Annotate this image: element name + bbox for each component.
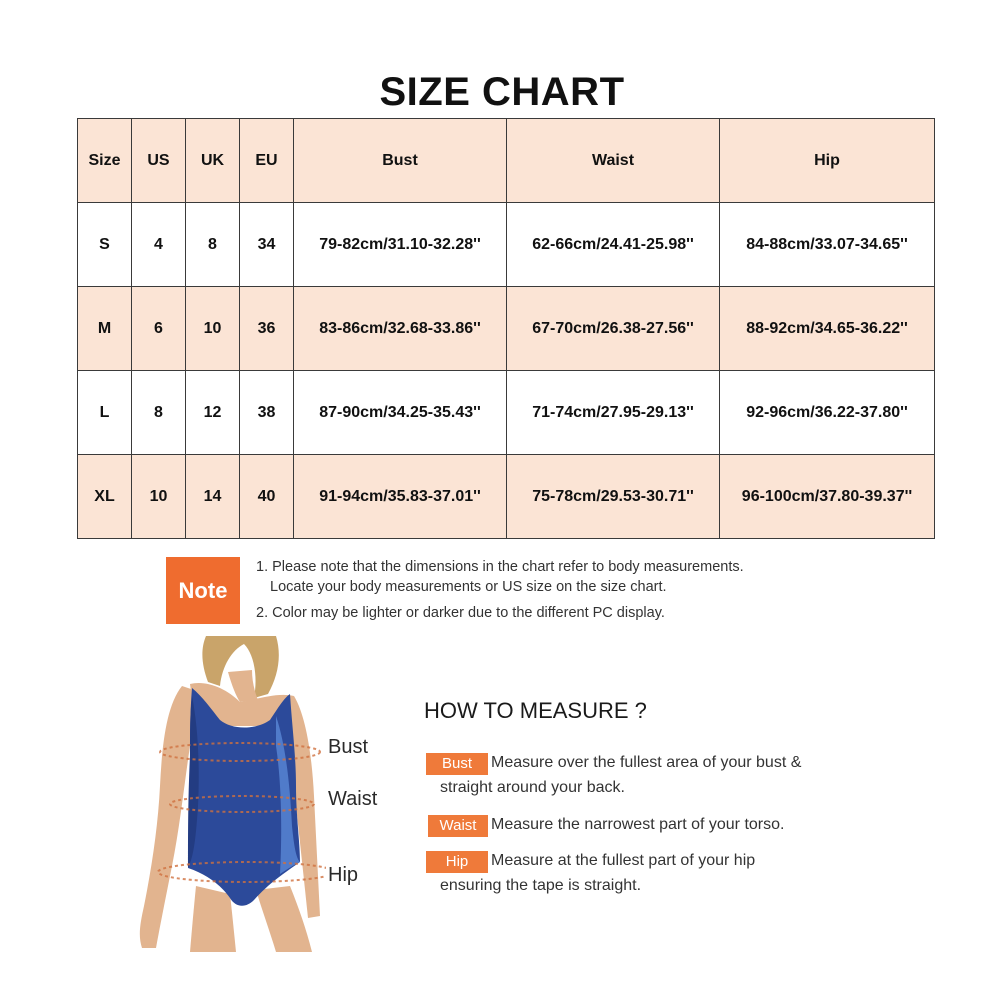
note-section	[166, 557, 816, 627]
note-line-3: 2. Color may be lighter or darker due to the different PC display.	[256, 605, 665, 621]
cell-size: S	[78, 203, 132, 287]
cell-waist: 62-66cm/24.41-25.98''	[507, 203, 720, 287]
instruction-hip-line-2: ensuring the tape is straight.	[440, 877, 642, 894]
cell-bust: 91-94cm/35.83-37.01''	[294, 455, 507, 539]
cell-waist: 75-78cm/29.53-30.71''	[507, 455, 720, 539]
header-cell-waist: Waist	[507, 119, 720, 203]
cell-size: XL	[78, 455, 132, 539]
cell-uk: 10	[186, 287, 240, 371]
cell-bust: 83-86cm/32.68-33.86''	[294, 287, 507, 371]
cell-hip: 96-100cm/37.80-39.37''	[720, 455, 935, 539]
figure-label-bust: Bust	[328, 736, 369, 758]
table-row	[78, 287, 935, 371]
cell-eu: 38	[240, 371, 294, 455]
figure-label-waist: Waist	[328, 788, 378, 810]
table-row	[78, 371, 935, 455]
cell-us: 4	[132, 203, 186, 287]
cell-hip: 92-96cm/36.22-37.80''	[720, 371, 935, 455]
instruction-bust-line-1: Measure over the fullest area of your bust &	[491, 754, 802, 771]
note-line-1: 1. Please note that the dimensions in the chart refer to body measurements.	[256, 559, 744, 575]
cell-us: 6	[132, 287, 186, 371]
cell-size: M	[78, 287, 132, 371]
header-cell-bust: Bust	[294, 119, 507, 203]
cell-bust: 79-82cm/31.10-32.28''	[294, 203, 507, 287]
instruction-hip-line-1: Measure at the fullest part of your hip	[491, 852, 756, 869]
table-row	[78, 455, 935, 539]
note-badge: Note	[166, 557, 240, 624]
cell-uk: 12	[186, 371, 240, 455]
header-cell-uk: UK	[186, 119, 240, 203]
cell-us: 10	[132, 455, 186, 539]
cell-eu: 40	[240, 455, 294, 539]
size-chart-table	[77, 118, 935, 539]
cell-eu: 36	[240, 287, 294, 371]
how-to-measure-title: HOW TO MEASURE ?	[424, 698, 647, 723]
header-cell-us: US	[132, 119, 186, 203]
table-header-row	[78, 119, 935, 203]
cell-waist: 67-70cm/26.38-27.56''	[507, 287, 720, 371]
instruction-bust-line-2: straight around your back.	[440, 779, 625, 796]
size-chart-title: SIZE CHART	[379, 70, 625, 114]
cell-size: L	[78, 371, 132, 455]
tag-hip: Hip	[426, 851, 488, 873]
cell-hip: 84-88cm/33.07-34.65''	[720, 203, 935, 287]
cell-us: 8	[132, 371, 186, 455]
swimsuit-model-figure	[136, 636, 326, 952]
tag-bust: Bust	[426, 753, 488, 775]
cell-hip: 88-92cm/34.65-36.22''	[720, 287, 935, 371]
header-cell-hip: Hip	[720, 119, 935, 203]
table-row	[78, 203, 935, 287]
tag-waist: Waist	[428, 815, 488, 837]
note-line-2: Locate your body measurements or US size on the size chart.	[270, 579, 667, 595]
model-illustration	[136, 636, 326, 952]
figure-label-hip: Hip	[328, 864, 359, 886]
header-cell-size: Size	[78, 119, 132, 203]
cell-eu: 34	[240, 203, 294, 287]
header-cell-eu: EU	[240, 119, 294, 203]
cell-uk: 14	[186, 455, 240, 539]
cell-bust: 87-90cm/34.25-35.43''	[294, 371, 507, 455]
cell-waist: 71-74cm/27.95-29.13''	[507, 371, 720, 455]
instruction-waist-line-1: Measure the narrowest part of your torso.	[491, 816, 785, 833]
cell-uk: 8	[186, 203, 240, 287]
